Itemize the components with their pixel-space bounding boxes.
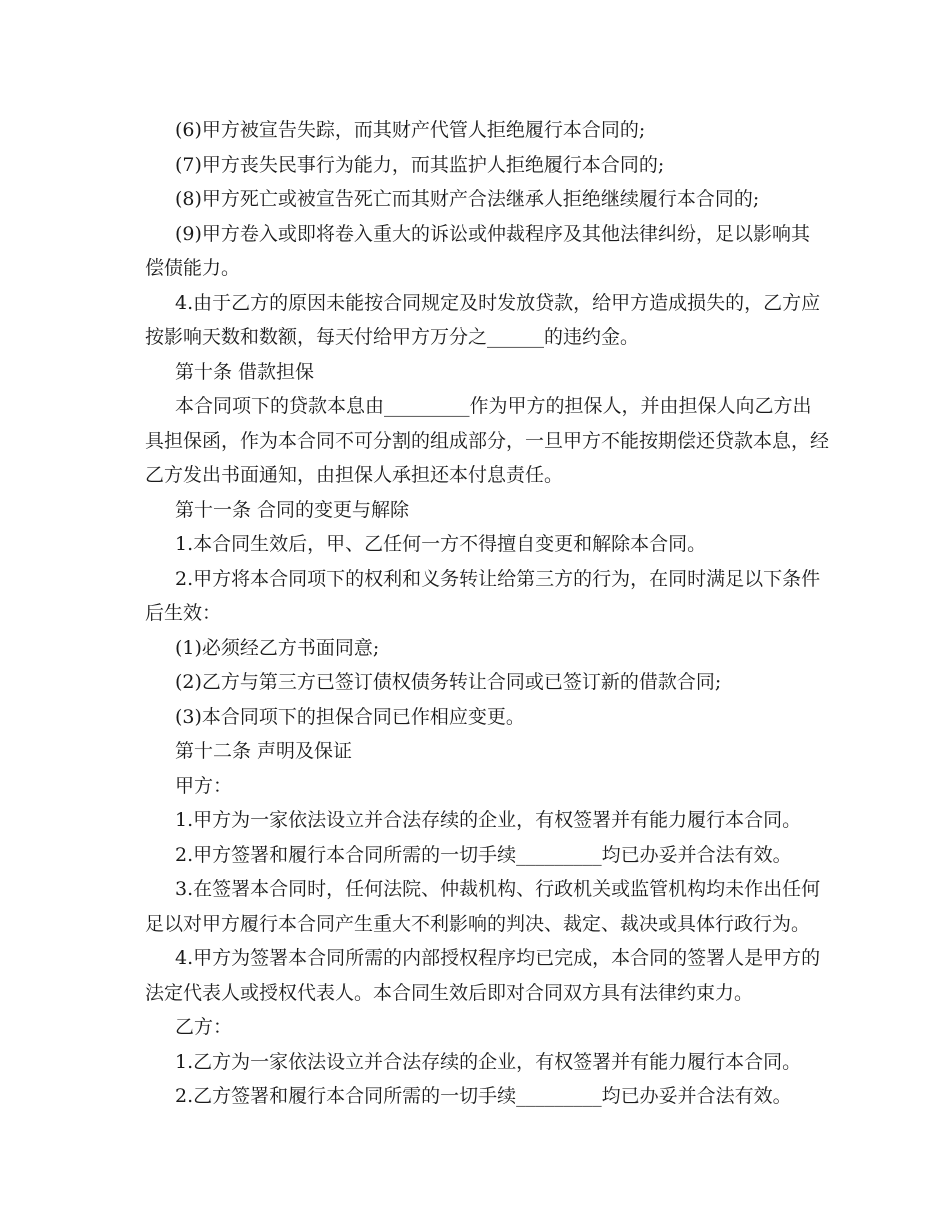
text-line: 第十一条 合同的变更与解除 xyxy=(175,498,410,521)
text-line: 本合同项下的贷款本息由_________作为甲方的担保人，并由担保人向乙方出 xyxy=(175,395,812,417)
text-line: 法定代表人或授权代表人。本合同生效后即对合同双方具有法律约束力。 xyxy=(145,981,754,1004)
text-line: (8)甲方死亡或被宣告死亡而其财产合法继承人拒绝继续履行本合同的; xyxy=(175,188,760,210)
text-line: (3)本合同项下的担保合同已作相应变更。 xyxy=(175,705,525,728)
text-line: 3.在签署本合同时，任何法院、仲裁机构、行政机关或监管机构均未作出任何 xyxy=(175,878,821,900)
text-line: 4.甲方为签署本合同所需的内部授权程序均已完成，本合同的签署人是甲方的 xyxy=(175,947,821,969)
text-line: (1)必须经乙方书面同意; xyxy=(175,636,380,659)
text-line: 偿债能力。 xyxy=(145,257,241,279)
text-line: (9)甲方卷入或即将卷入重大的诉讼或仲裁程序及其他法律纠纷，足以影响其 xyxy=(175,222,810,245)
text-line: 第十条 借款担保 xyxy=(175,360,315,383)
text-line: 乙方发出书面通知，由担保人承担还本付息责任。 xyxy=(145,464,564,486)
text-line: 2.甲方签署和履行本合同所需的一切手续_________均已办妥并合法有效。 xyxy=(175,843,792,866)
text-line: 足以对甲方履行本合同产生重大不利影响的判决、裁定、裁决或具体行政行为。 xyxy=(145,912,811,935)
text-line: 1.甲方为一家依法设立并合法存续的企业，有权签署并有能力履行本合同。 xyxy=(175,809,802,831)
text-line: 按影响天数和数额，每天付给甲方万分之______的违约金。 xyxy=(145,326,640,348)
text-line: 1.乙方为一家依法设立并合法存续的企业，有权签署并有能力履行本合同。 xyxy=(175,1050,802,1073)
text-line: (6)甲方被宣告失踪，而其财产代管人拒绝履行本合同的; xyxy=(175,119,646,141)
text-line: 4.由于乙方的原因未能按合同规定及时发放贷款，给甲方造成损失的，乙方应 xyxy=(175,291,821,314)
text-line: 2.乙方签署和履行本合同所需的一切手续_________均已办妥并合法有效。 xyxy=(175,1085,792,1107)
text-line: 具担保函，作为本合同不可分割的组成部分，一旦甲方不能按期偿还贷款本息，经 xyxy=(145,429,830,452)
text-line: (2)乙方与第三方已签订债权债务转让合同或已签订新的借款合同; xyxy=(175,671,722,693)
text-line: (7)甲方丧失民事行为能力，而其监护人拒绝履行本合同的; xyxy=(175,153,665,176)
text-line: 2.甲方将本合同项下的权利和义务转让给第三方的行为，在同时满足以下条件 xyxy=(175,567,821,590)
text-line: 1.本合同生效后，甲、乙任何一方不得擅自变更和解除本合同。 xyxy=(175,533,707,555)
text-line: 第十二条 声明及保证 xyxy=(175,740,353,762)
text-line: 甲方： xyxy=(175,774,233,797)
text-line: 乙方： xyxy=(175,1016,233,1038)
text-line: 后生效： xyxy=(145,602,222,624)
